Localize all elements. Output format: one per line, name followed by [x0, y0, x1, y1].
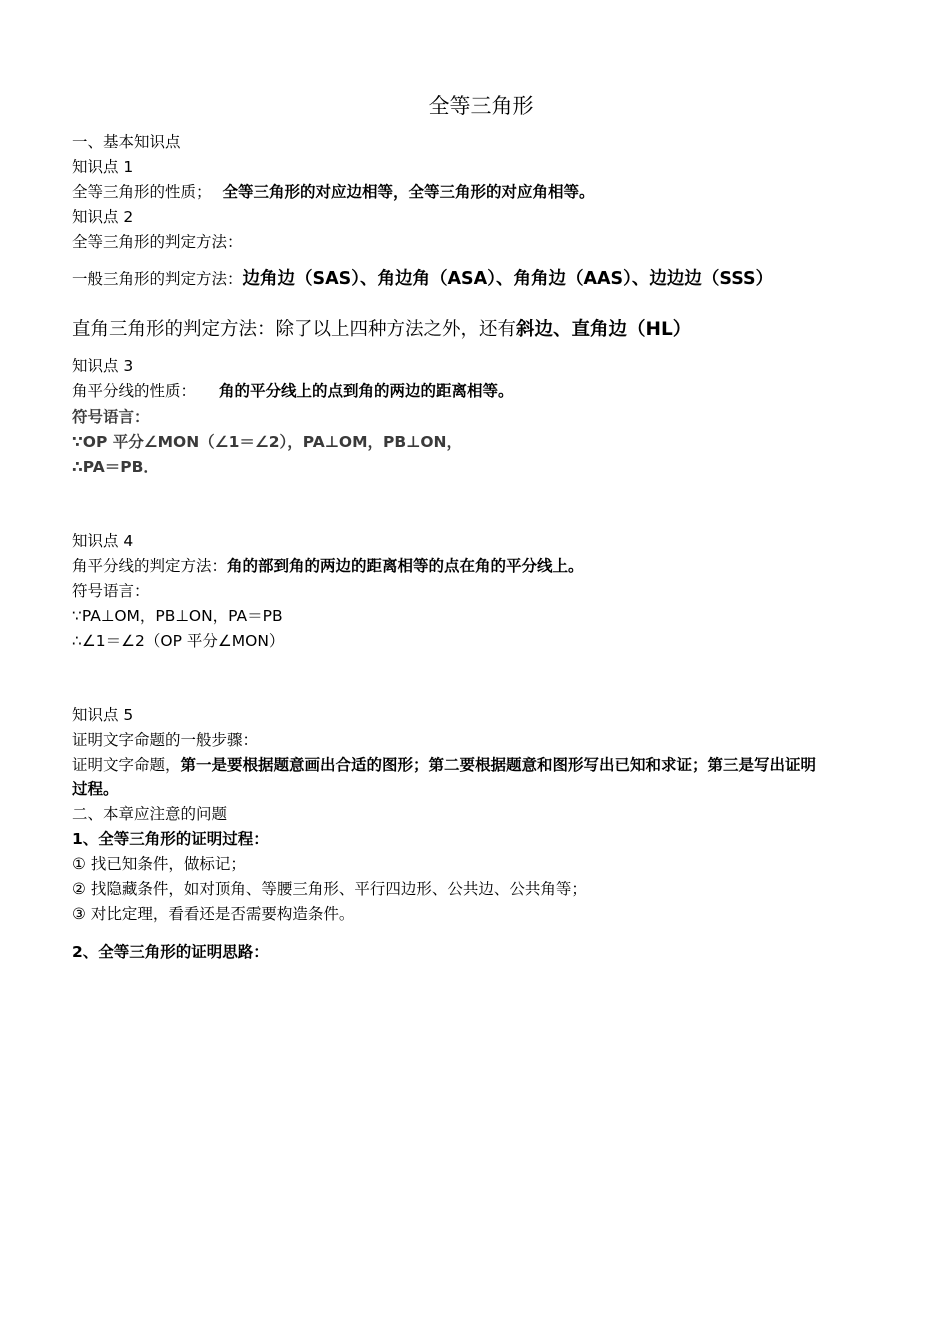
kp4-method-label: 角平分线的判定方法： — [72, 557, 228, 575]
section-2-heading: 二、本章应注意的问题 — [72, 805, 228, 823]
kp2-general-text: 边角边（SAS）、角边角（ASA）、角角边（AAS）、边边边（SSS） — [242, 269, 774, 289]
kp4-symbol-line-1: ∵PA⊥OM，PB⊥ON，PA＝PB — [72, 607, 283, 625]
item-1-title: 1、全等三角形的证明过程： — [72, 830, 269, 848]
item-1-step-2: ② 找隐藏条件，如对顶角、等腰三角形、平行四边形、公共边、公共角等； — [72, 880, 587, 898]
kp5-steps-line-2: 过程。 — [72, 780, 119, 798]
kp3-label: 知识点 3 — [72, 357, 134, 375]
kp3-symbol-line-2: ∴PA＝PB． — [72, 458, 159, 476]
kp4-method-text: 角的部到角的两边的距离相等的点在角的平分线上。 — [227, 557, 584, 575]
kp3-symbol-label: 符号语言： — [72, 408, 150, 426]
kp2-right-label: 直角三角形的判定方法：除了以上四种方法之外，还有 — [72, 319, 517, 340]
kp2-right-method — [72, 316, 691, 344]
kp5-label: 知识点 5 — [72, 706, 134, 724]
kp3-property — [72, 380, 513, 402]
item-1-step-3: ③ 对比定理，看看还是否需要构造条件。 — [72, 905, 355, 923]
section-1-heading: 一、基本知识点 — [72, 133, 181, 151]
kp1-property-text: 全等三角形的对应边相等，全等三角形的对应角相等。 — [222, 183, 595, 201]
kp5-steps-line-1 — [72, 754, 816, 776]
kp3-property-label: 角平分线的性质： — [72, 382, 197, 400]
kp2-general-label: 一般三角形的判定方法： — [72, 270, 243, 288]
kp3-property-text: 角的平分线上的点到角的两边的距离相等。 — [218, 382, 514, 400]
kp1-label: 知识点 1 — [72, 158, 134, 176]
kp4-symbol-label: 符号语言： — [72, 582, 150, 600]
kp2-general-method — [72, 266, 773, 292]
kp4-label: 知识点 4 — [72, 532, 134, 550]
kp4-method — [72, 555, 584, 577]
item-2-title: 2、全等三角形的证明思路： — [72, 943, 269, 961]
kp1-property — [72, 181, 594, 203]
kp5-steps-text: 第一是要根据题意画出合适的图形；第二要根据题意和图形写出已知和求证；第三是写出证明 — [180, 756, 817, 774]
kp5-steps-label: 证明文字命题的一般步骤： — [72, 731, 259, 749]
kp2-right-text: 斜边、直角边（HL） — [516, 319, 692, 340]
document-title: 全等三角形 — [428, 94, 534, 118]
kp2-label: 知识点 2 — [72, 208, 134, 226]
kp3-symbol-line-1: ∵OP 平分∠MON（∠1＝∠2），PA⊥OM，PB⊥ON， — [72, 433, 462, 451]
kp1-property-label: 全等三角形的性质； — [72, 183, 212, 201]
item-1-step-1: ① 找已知条件，做标记； — [72, 855, 246, 873]
kp5-steps-prefix: 证明文字命题， — [72, 756, 181, 774]
kp4-symbol-line-2: ∴∠1＝∠2（OP 平分∠MON） — [72, 632, 285, 650]
kp2-method-label: 全等三角形的判定方法： — [72, 233, 243, 251]
